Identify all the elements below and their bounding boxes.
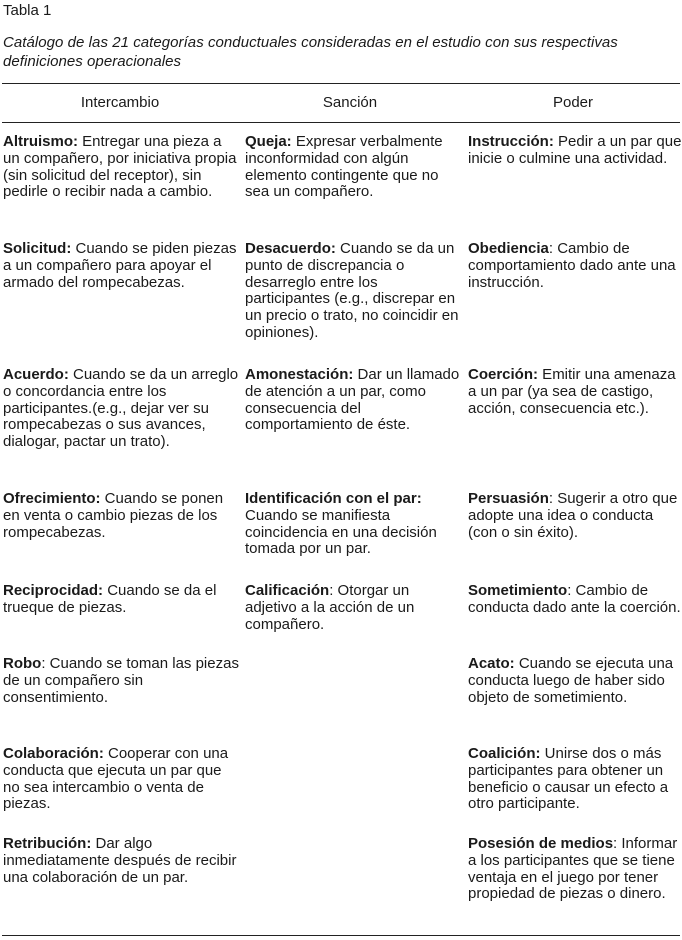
table-cell: [3, 746, 239, 813]
category-term: Instrucción:: [468, 133, 554, 150]
category-term: Desacuerdo:: [245, 240, 336, 257]
table-cell: [468, 491, 682, 541]
table-cell: [468, 367, 682, 417]
column-header-intercambio: Intercambio: [80, 94, 160, 111]
category-term: Coerción:: [468, 366, 539, 383]
category-definition: Cuando se piden piezas a un compañero para apoyar el armado del rompecabezas.: [3, 240, 237, 291]
table-caption: Catálogo de las 21 categorías conductuales consideradas en el estudio con sus respectivas definiciones operacionales: [3, 34, 618, 70]
category-definition: : Informar a los participantes que se tiene ventaja en el juego por tener propiedad de piezas o dinero.: [468, 835, 678, 903]
category-term: Amonestación:: [245, 366, 354, 383]
header-rule: [2, 122, 680, 123]
table-cell: [468, 656, 682, 706]
category-term: Retribución:: [3, 835, 92, 852]
category-definition: : Otorgar un adjetivo a la acción de un compañero.: [245, 582, 415, 633]
category-definition: Dar algo inmediatamente después de recibir una colaboración de un par.: [3, 835, 237, 886]
table-cell: [468, 583, 682, 617]
category-term: Altruismo:: [3, 133, 78, 150]
category-definition: Cuando se manifiesta coincidencia en una decisión tomada por un par.: [245, 506, 437, 558]
table-cell: [3, 491, 239, 541]
category-definition: : Cambio de comportamiento dado ante una instrucción.: [468, 240, 676, 291]
category-term: Acuerdo:: [3, 366, 69, 383]
category-definition: Cuando se da un arreglo o concordancia entre los participantes.(e.g., dejar ver su rompecabezas o sus avances, dialogar, pactar un trato).: [3, 366, 239, 451]
bottom-rule: [2, 935, 680, 936]
category-term: Queja:: [245, 133, 292, 150]
category-definition: Unirse dos o más participantes para obtener un beneficio o causar un efecto a otro participante.: [468, 745, 669, 813]
category-term: Reciprocidad:: [3, 582, 104, 599]
table-cell: [468, 836, 682, 903]
category-term: Persuasión: [468, 490, 549, 507]
table-cell: [3, 134, 239, 201]
top-rule: [2, 83, 680, 84]
category-definition: Emitir una amenaza a un par (ya sea de castigo, acción, consecuencia etc.).: [468, 366, 676, 417]
category-term: Colaboración:: [3, 745, 104, 762]
table-cell: [3, 583, 239, 617]
table-cell: [245, 367, 461, 434]
category-definition: : Cuando se toman las piezas de un compañero sin consentimiento.: [3, 655, 239, 706]
category-definition: Cuando se da el trueque de piezas.: [3, 582, 217, 616]
category-term: Ofrecimiento:: [3, 490, 101, 507]
table-cell: [468, 746, 682, 813]
category-term: Solicitud:: [3, 240, 72, 257]
category-definition: Cuando se ponen en venta o cambio piezas de los rompecabezas.: [3, 490, 224, 541]
table-cell: [245, 134, 461, 201]
category-definition: Entregar una pieza a un compañero, por iniciativa propia (sin solicitud del receptor), sin pedirle o recibir nada a cambio.: [3, 133, 237, 201]
category-term: Acato:: [468, 655, 515, 672]
category-definition: Cuando se da un punto de discrepancia o desarreglo entre los participantes (e.g., discrepar en un precio o trato, no coincidir en opiniones).: [245, 240, 459, 341]
category-definition: : Sugerir a otro que adopte una idea o conducta (con o sin éxito).: [468, 490, 678, 541]
category-term: Coalición:: [468, 745, 541, 762]
category-term: Sometimiento: [468, 582, 568, 599]
table-cell: [3, 241, 239, 291]
category-definition: Cuando se ejecuta una conducta luego de haber sido objeto de sometimiento.: [468, 655, 674, 706]
table-cell: [3, 367, 239, 451]
column-header-sancion: Sanción: [322, 94, 378, 111]
category-term: Calificación: [245, 582, 330, 599]
category-term: Identificación con el par:: [245, 490, 422, 507]
category-definition: Dar un llamado de atención a un par, como consecuencia del comportamiento de éste.: [245, 366, 460, 434]
category-definition: : Cambio de conducta dado ante la coerción.: [468, 582, 681, 616]
category-definition: Expresar verbalmente inconformidad con algún elemento contingente que no sea un compañero.: [245, 133, 443, 201]
table-cell: [3, 656, 239, 706]
category-term: Obediencia: [468, 240, 549, 257]
category-term: Posesión de medios: [468, 835, 614, 852]
column-header-poder: Poder: [552, 94, 594, 111]
table-cell: [245, 241, 461, 342]
table-cell: [245, 583, 461, 633]
category-definition: Pedir a un par que inicie o culmine una actividad.: [468, 133, 682, 167]
table-label: Tabla 1: [3, 2, 52, 19]
table-cell: [468, 241, 682, 291]
table-cell: [468, 134, 682, 168]
category-definition: Cooperar con una conducta que ejecuta un par que no sea intercambio o venta de piezas.: [3, 745, 229, 813]
table-cell: [245, 491, 461, 558]
category-term: Robo: [3, 655, 42, 672]
table-cell: [3, 836, 239, 886]
